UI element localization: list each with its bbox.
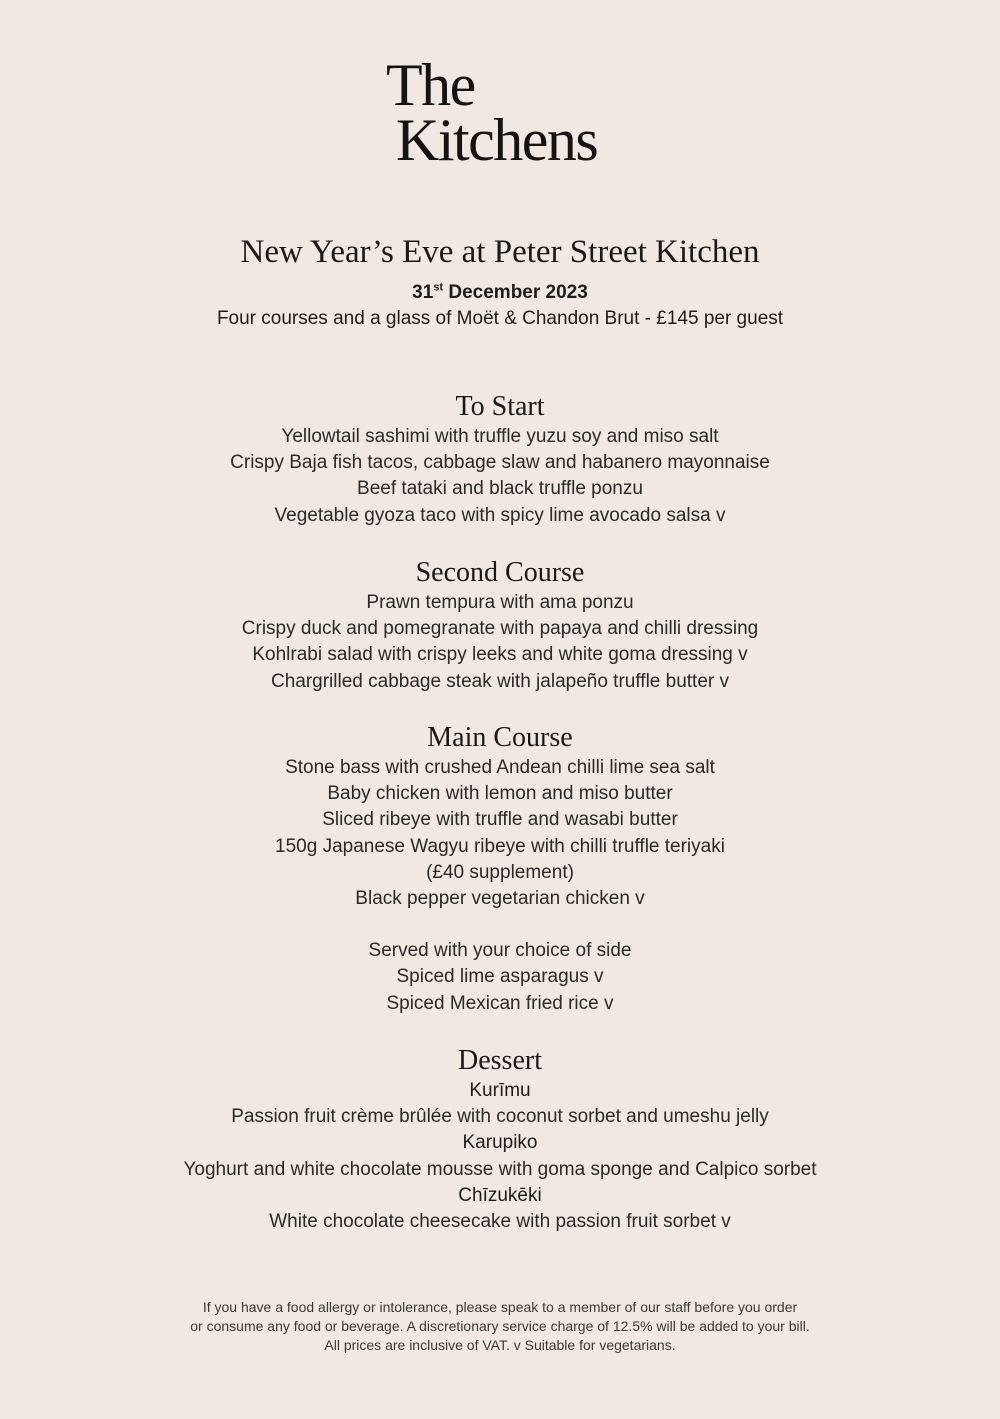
menu-item: Beef tataki and black truffle ponzu [357,478,643,500]
dessert-name: Chīzukēki [458,1184,542,1206]
menu-item: 150g Japanese Wagyu ribeye with chilli truffle teriyaki [275,835,725,857]
menu-item: Kohlrabi salad with crispy leeks and white goma dressing v [252,644,748,666]
sides-heading: Served with your choice of side [368,940,632,962]
side-item: Spiced lime asparagus v [396,966,604,988]
footer-line: or consume any food or beverage. A discretionary service charge of 12.5% will be added to your bill. [190,1318,810,1334]
dessert-name: Kurīmu [469,1080,531,1101]
footer-line: All prices are inclusive of VAT. v Suitable for vegetarians. [324,1337,676,1353]
side-item: Spiced Mexican fried rice v [386,992,614,1014]
section-title-second-course: Second Course [415,557,585,588]
section-title-main-course: Main Course [427,722,573,753]
event-date [0,281,1000,305]
menu-item: Baby chicken with lemon and miso butter [327,783,673,805]
logo-line-1: The [386,52,475,118]
logo-line-2: Kitchens [396,107,598,173]
section-title-to-start: To Start [455,391,545,422]
dessert-description: White chocolate cheesecake with passion fruit sorbet v [269,1211,731,1233]
section-second-course [0,556,1000,695]
menu-item: Chargrilled cabbage steak with jalapeño truffle butter v [270,670,730,692]
menu-item-note: (£40 supplement) [426,861,574,883]
section-to-start [0,390,1000,529]
allergy-footer [0,1298,1000,1355]
menu-item: Crispy Baja fish tacos, cabbage slaw and habanero mayonnaise [230,452,770,474]
logo [386,52,598,173]
date-rest: December 2023 [443,282,588,303]
menu-item: Prawn tempura with ama ponzu [366,592,634,613]
dessert-name: Karupiko [462,1132,538,1154]
event-offer: Four courses and a glass of Moët & Chandon Brut - £145 per guest [216,308,784,329]
menu-item: Black pepper vegetarian chicken v [355,888,645,910]
date-suffix: st [433,281,444,294]
dessert-description: Yoghurt and white chocolate mousse with goma sponge and Calpico sorbet [183,1158,817,1180]
menu-item: Stone bass with crushed Andean chilli lime sea salt [285,757,715,778]
footer-line: If you have a food allergy or intolerance, please speak to a member of our staff before you order [202,1299,798,1315]
section-title-dessert: Dessert [458,1045,542,1076]
date-day: 31 [412,282,434,303]
event-title: New Year’s Eve at Peter Street Kitchen [240,234,760,270]
dessert-description: Passion fruit crème brûlée with coconut sorbet and umeshu jelly [231,1106,769,1128]
menu-item: Vegetable gyoza taco with spicy lime avocado salsa v [274,504,726,526]
section-main-course [0,721,1000,1017]
section-dessert [0,1044,1000,1235]
spacer [0,912,1000,938]
menu-item: Sliced ribeye with truffle and wasabi butter [322,809,678,831]
menu-item: Crispy duck and pomegranate with papaya and chilli dressing [241,618,759,640]
menu-item: Yellowtail sashimi with truffle yuzu soy and miso salt [281,426,719,447]
